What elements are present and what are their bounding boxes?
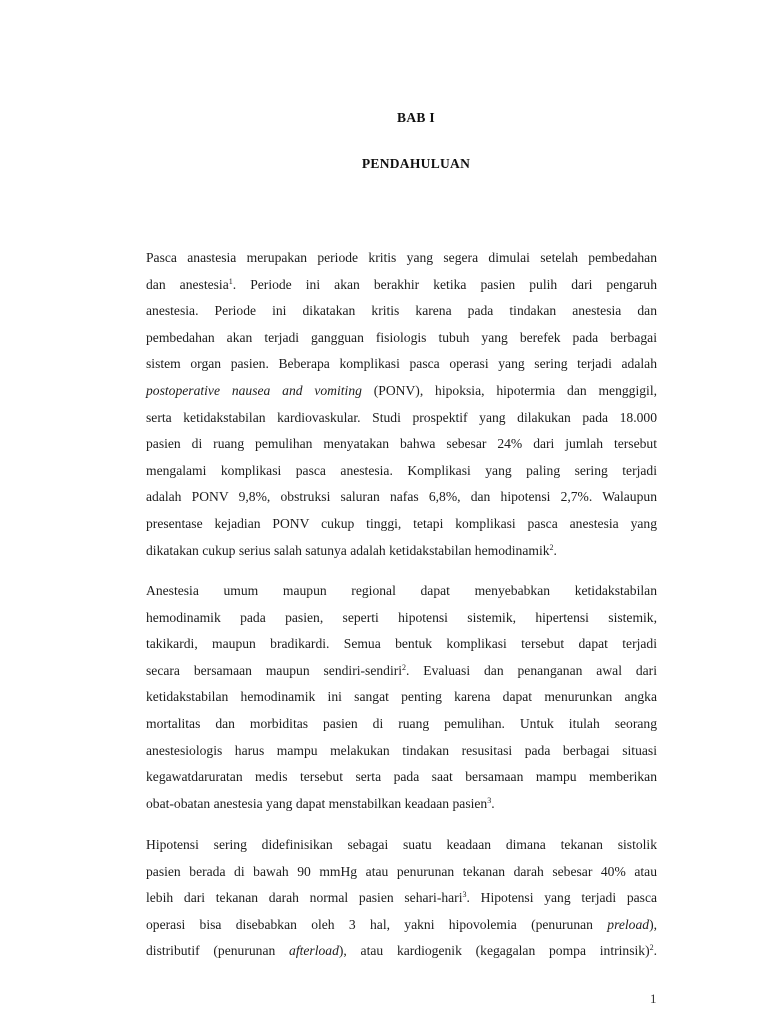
- text-segment: serta ketidakstabilan kardiovaskular. Studi prospektif yang dilakukan pada 18.000: [146, 409, 657, 425]
- text-segment: pembedahan akan terjadi gangguan fisiologis tubuh yang berefek pada berbagai: [146, 329, 657, 345]
- text-segment: mortalitas dan morbiditas pasien di ruang pemulihan. Untuk itulah seorang: [146, 715, 657, 731]
- text-line: [146, 578, 657, 605]
- text-line: [146, 245, 657, 272]
- text-line: [146, 484, 657, 511]
- text-line: [146, 378, 657, 405]
- text-segment: adalah PONV 9,8%, obstruksi saluran nafas 6,8%, dan hipotensi 2,7%. Walaupun: [146, 489, 657, 505]
- text-segment: mengalami komplikasi pasca anestesia. Komplikasi yang paling sering terjadi: [146, 462, 657, 478]
- text-segment: . Hipotensi yang terjadi pasca: [466, 890, 658, 906]
- text-segment: . Periode ini akan berakhir ketika pasien pulih dari pengaruh: [232, 276, 657, 292]
- text-line: [146, 711, 657, 738]
- text-line: [146, 684, 657, 711]
- italic-term: postoperative nausea and vomiting: [146, 382, 362, 398]
- footnote-reference: 2: [402, 662, 407, 672]
- text-segment: anestesiologis harus mampu melakukan tindakan resusitasi pada berbagai situasi: [146, 742, 657, 758]
- text-line: [146, 325, 657, 352]
- text-line: [146, 791, 657, 818]
- text-line: [146, 631, 657, 658]
- text-line: [146, 832, 657, 859]
- text-line: [146, 859, 657, 886]
- text-segment: distributif (penurunan: [146, 943, 290, 959]
- paragraph-3: [146, 832, 657, 965]
- text-segment: ketidakstabilan hemodinamik ini sangat penting karena dapat menurunkan angka: [146, 689, 657, 705]
- text-segment: ),: [649, 916, 657, 932]
- footnote-reference: 3: [487, 795, 492, 805]
- text-line: [146, 298, 657, 325]
- text-line: [146, 658, 657, 685]
- italic-term: afterload: [289, 943, 339, 959]
- paragraph-1: [146, 245, 657, 564]
- text-segment: takikardi, maupun bradikardi. Semua bentuk komplikasi tersebut dapat terjadi: [146, 636, 657, 652]
- page-number: 1: [650, 991, 657, 1006]
- text-segment: dikatakan cukup serius salah satunya adalah ketidakstabilan hemodinamik: [146, 542, 550, 558]
- footnote-reference: 1: [228, 276, 233, 286]
- text-segment: .: [653, 943, 657, 959]
- text-segment: .: [491, 795, 495, 811]
- text-segment: ), atau kardiogenik (kegagalan pompa intrinsik): [338, 943, 650, 959]
- text-segment: anestesia. Periode ini dikatakan kritis karena pada tindakan anestesia dan: [146, 303, 657, 319]
- text-line: [146, 912, 657, 939]
- text-line: [146, 538, 657, 565]
- text-line: [146, 511, 657, 538]
- text-segment: Pasca anastesia merupakan periode kritis yang segera dimulai setelah pembedahan: [146, 250, 657, 265]
- text-segment: (PONV), hipoksia, hipotermia dan menggigil,: [361, 382, 657, 398]
- text-segment: . Evaluasi dan penanganan awal dari: [406, 662, 657, 678]
- italic-term: preload: [607, 916, 650, 932]
- footnote-reference: 3: [462, 890, 467, 900]
- text-segment: pasien di ruang pemulihan menyatakan bahwa sebesar 24% dari jumlah tersebut: [146, 436, 657, 452]
- text-line: [146, 938, 657, 965]
- text-line: [146, 458, 657, 485]
- text-line: [146, 351, 657, 378]
- text-segment: obat-obatan anestesia yang dapat menstabilkan keadaan pasien: [146, 795, 488, 811]
- text-segment: kegawatdaruratan medis tersebut serta pada saat bersamaan mampu memberikan: [146, 769, 657, 785]
- chapter-title: PENDAHULUAN: [361, 156, 471, 171]
- text-line: [146, 431, 657, 458]
- footnote-reference: 2: [549, 542, 554, 552]
- text-segment: operasi bisa disebabkan oleh 3 hal, yakni hipovolemia (penurunan: [146, 916, 608, 932]
- chapter-label: BAB I: [397, 110, 435, 125]
- footnote-reference: 2: [649, 943, 654, 953]
- text-line: [146, 272, 657, 299]
- text-segment: presentase kejadian PONV cukup tinggi, tetapi komplikasi pasca anestesia yang: [146, 515, 657, 531]
- text-segment: dan anestesia: [146, 276, 229, 292]
- text-segment: hemodinamik pada pasien, seperti hipotensi sistemik, hipertensi sistemik,: [146, 609, 657, 625]
- text-segment: lebih dari tekanan darah normal pasien sehari-hari: [146, 890, 463, 906]
- text-segment: Anestesia umum maupun regional dapat menyebabkan ketidakstabilan: [146, 583, 657, 598]
- text-line: [146, 764, 657, 791]
- paragraph-2: [146, 578, 657, 817]
- text-line: [146, 605, 657, 632]
- text-line: [146, 405, 657, 432]
- text-segment: .: [553, 542, 557, 558]
- text-segment: sistem organ pasien. Beberapa komplikasi pasca operasi yang sering terjadi adalah: [146, 356, 657, 372]
- text-segment: Hipotensi sering didefinisikan sebagai suatu keadaan dimana tekanan sistolik: [146, 837, 657, 852]
- text-segment: secara bersamaan maupun sendiri-sendiri: [146, 662, 403, 678]
- text-line: [146, 738, 657, 765]
- text-segment: pasien berada di bawah 90 mmHg atau penurunan tekanan darah sebesar 40% atau: [146, 863, 657, 879]
- text-line: [146, 885, 657, 912]
